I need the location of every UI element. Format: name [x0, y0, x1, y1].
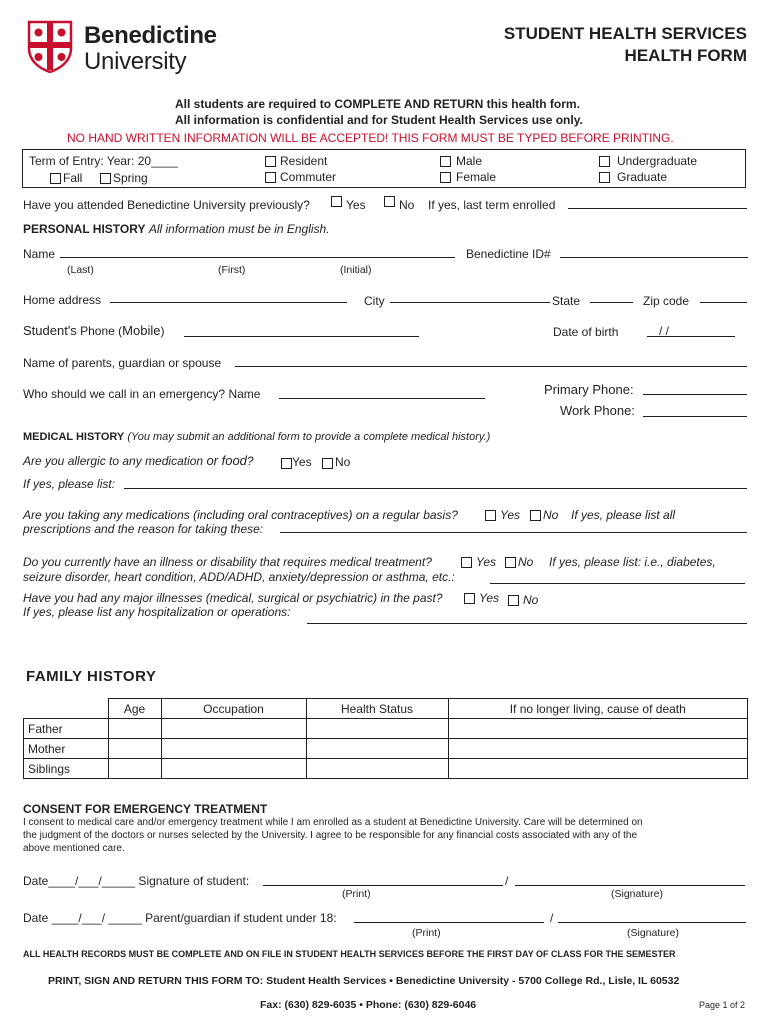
consent-line2: the judgment of the doctors or nurses selected by the University. I agree to be responsible for any financial costs associated with any of the [23, 830, 638, 841]
header-blank [24, 699, 109, 719]
return-address: PRINT, SIGN AND RETURN THIS FORM TO: Student Health Services • Benedictine University - 5700 College Rd., Lisle, IL 60532 [48, 975, 680, 987]
mother-cause-cell[interactable] [448, 739, 748, 759]
mother-age-cell[interactable] [108, 739, 161, 759]
logo-name-line1: Benedictine [84, 22, 217, 49]
parents-label: Name of parents, guardian or spouse [23, 356, 222, 370]
work-phone-label: Work Phone: [560, 403, 635, 418]
parent-print-field[interactable] [354, 922, 544, 923]
siblings-health-cell[interactable] [306, 759, 448, 779]
attended-no-label: No [399, 198, 415, 212]
parent-slash: / [550, 911, 554, 925]
siblings-cause-cell[interactable] [448, 759, 748, 779]
medical-history-title: MEDICAL HISTORY [23, 431, 125, 443]
shield-icon [27, 20, 73, 73]
phone-suffix: ) [160, 324, 165, 338]
city-field[interactable] [390, 302, 550, 303]
spring-label: Spring [113, 171, 148, 185]
page-number: Page 1 of 2 [698, 1000, 745, 1010]
term-of-entry-label: Term of Entry: Year: 20____ [29, 154, 178, 168]
benedictine-id-field[interactable] [560, 257, 748, 258]
last-term-field[interactable] [568, 208, 747, 209]
typed-warning: NO HAND WRITTEN INFORMATION WILL BE ACCEPTED! THIS FORM MUST BE TYPED BEFORE PRINTING. [67, 131, 674, 145]
consent-line3: above mentioned care. [23, 843, 125, 854]
spring-checkbox[interactable] [100, 173, 111, 184]
fall-checkbox[interactable] [50, 173, 61, 184]
illness-yes-checkbox[interactable] [461, 557, 472, 568]
student-phone-field[interactable] [184, 336, 419, 337]
siblings-occupation-cell[interactable] [161, 759, 306, 779]
personal-history-note: All information must be in English. [148, 222, 330, 236]
allergy-no-label: No [335, 455, 351, 469]
medications-no-label: No [543, 508, 559, 522]
consent-line1: I consent to medical care and/or emergency treatment while I am enrolled as a student at Benedictine University. Care will be determined on [23, 817, 643, 828]
illness-no-checkbox[interactable] [505, 557, 516, 568]
emergency-contact-field[interactable] [279, 398, 485, 399]
page-title-line2: HEALTH FORM [624, 46, 747, 65]
family-history-heading: FAMILY HISTORY [26, 668, 157, 685]
intro-line1: All students are required to COMPLETE AND RETURN this health form. [175, 97, 580, 111]
home-address-label: Home address [23, 293, 102, 307]
student-print-caption: (Print) [342, 888, 371, 900]
primary-phone-label: Primary Phone: [544, 382, 634, 397]
page-title-line1: STUDENT HEALTH SERVICES [503, 24, 747, 43]
header-health-status: Health Status [306, 699, 448, 719]
graduate-label: Graduate [617, 170, 668, 184]
table-row [24, 739, 748, 759]
mother-health-cell[interactable] [306, 739, 448, 759]
resident-checkbox[interactable] [265, 156, 276, 167]
date-of-birth-format: / / [659, 324, 670, 338]
state-field[interactable] [590, 302, 633, 303]
resident-label: Resident [280, 154, 328, 168]
allergy-list-label: If yes, please list: [23, 477, 116, 491]
medications-followup: If yes, please list all [571, 508, 676, 522]
father-health-cell[interactable] [306, 719, 448, 739]
male-label: Male [456, 154, 483, 168]
row-label-mother: Mother [24, 739, 109, 759]
student-date-signature-label: Date____/___/_____ Signature of student: [23, 874, 250, 888]
phone-mid: Phone ( [76, 324, 123, 338]
records-deadline-notice: ALL HEALTH RECORDS MUST BE COMPLETE AND ON FILE IN STUDENT HEALTH SERVICES BEFORE THE FIRST DAY OF CLASS FOR THE SEMESTER [23, 949, 676, 959]
fall-label: Fall [63, 171, 83, 185]
last-term-label: If yes, last term enrolled [428, 198, 556, 212]
header-age: Age [108, 699, 161, 719]
header-occupation: Occupation [161, 699, 306, 719]
allergy-question [23, 453, 254, 468]
emergency-contact-label: Who should we call in an emergency? Name [23, 387, 261, 401]
father-cause-cell[interactable] [448, 719, 748, 739]
initial-caption: (Initial) [340, 264, 372, 276]
home-address-field[interactable] [110, 302, 347, 303]
name-label: Name [23, 247, 56, 261]
parent-print-caption: (Print) [412, 927, 441, 939]
medications-list-field[interactable] [280, 532, 747, 533]
major-illness-yes-label: Yes [479, 591, 500, 605]
illness-yes-label: Yes [476, 555, 497, 569]
attended-yes-checkbox[interactable] [331, 196, 342, 207]
attended-no-checkbox[interactable] [384, 196, 395, 207]
intro-line2: All information is confidential and for Student Health Services use only. [175, 113, 583, 127]
family-history-table [23, 698, 748, 779]
consent-heading: CONSENT FOR EMERGENCY TREATMENT [23, 802, 268, 816]
state-label: State [552, 294, 581, 308]
zip-label: Zip code [643, 294, 690, 308]
attended-question: Have you attended Benedictine University previously? [23, 198, 310, 212]
table-header-row [24, 699, 748, 719]
personal-history-heading [23, 222, 330, 236]
female-label: Female [456, 170, 497, 184]
mother-occupation-cell[interactable] [161, 739, 306, 759]
first-name-caption: (First) [218, 264, 246, 276]
row-label-father: Father [24, 719, 109, 739]
zip-field[interactable] [700, 302, 747, 303]
father-age-cell[interactable] [108, 719, 161, 739]
header-cause-of-death: If no longer living, cause of death [448, 699, 748, 719]
illness-no-label: No [518, 555, 534, 569]
phone-mobile: Mobile [122, 323, 161, 338]
major-illness-no-label: No [523, 593, 539, 607]
student-signature-caption: (Signature) [611, 888, 663, 900]
undergraduate-label: Undergraduate [617, 154, 698, 168]
major-illness-no-checkbox[interactable] [508, 595, 519, 606]
graduate-checkbox[interactable] [599, 172, 610, 183]
allergy-yes-checkbox[interactable] [281, 458, 292, 469]
major-illness-list-field[interactable] [307, 623, 747, 624]
parent-signature-caption: (Signature) [627, 927, 679, 939]
allergy-yes-label: Yes [292, 455, 312, 469]
medications-yes-label: Yes [500, 508, 521, 522]
allergy-question-text: Are you allergic to any medication [23, 454, 204, 468]
benedictine-id-label: Benedictine ID# [466, 247, 551, 261]
date-of-birth-field[interactable] [647, 336, 735, 337]
attended-yes-label: Yes [346, 198, 366, 212]
father-occupation-cell[interactable] [161, 719, 306, 739]
major-illness-yes-checkbox[interactable] [464, 593, 475, 604]
last-name-caption: (Last) [67, 264, 94, 276]
student-print-field[interactable] [263, 885, 503, 886]
allergy-list-field[interactable] [124, 488, 747, 489]
logo-name-line2: University [84, 48, 187, 75]
date-of-birth-label: Date of birth [553, 325, 619, 339]
illness-line2: seizure disorder, heart condition, ADD/ADHD, anxiety/depression or asthma, etc.: [23, 570, 455, 584]
parents-field[interactable] [235, 366, 747, 367]
row-label-siblings: Siblings [24, 759, 109, 779]
primary-phone-field[interactable] [643, 394, 747, 395]
medications-question: Are you taking any medications (including oral contraceptives) on a regular basis? [23, 508, 458, 522]
major-illness-line2: If yes, please list any hospitalization or operations: [23, 605, 291, 619]
parent-date-signature-label: Date ____/___/ _____ Parent/guardian if student under 18: [23, 911, 337, 925]
table-row [24, 759, 748, 779]
allergy-food-text: or food [206, 453, 247, 468]
female-checkbox[interactable] [440, 172, 451, 183]
major-illness-question: Have you had any major illnesses (medical, surgical or psychiatric) in the past? [23, 591, 443, 605]
medications-no-checkbox[interactable] [530, 510, 541, 521]
medications-line2: prescriptions and the reason for taking these: [23, 522, 264, 536]
table-row [24, 719, 748, 739]
contact-numbers: Fax: (630) 829-6035 • Phone: (630) 829-6046 [260, 999, 477, 1011]
work-phone-field[interactable] [643, 416, 747, 417]
male-checkbox[interactable] [440, 156, 451, 167]
undergraduate-checkbox[interactable] [599, 156, 610, 167]
phone-prefix: Student's [23, 323, 77, 338]
parent-signature-field[interactable] [558, 922, 746, 923]
allergy-no-checkbox[interactable] [322, 458, 333, 469]
student-phone-label [23, 323, 164, 338]
medical-history-note: (You may submit an additional form to provide a complete medical history.) [127, 431, 491, 443]
medications-yes-checkbox[interactable] [485, 510, 496, 521]
city-label: City [364, 294, 385, 308]
illness-question: Do you currently have an illness or disability that requires medical treatment? [23, 555, 432, 569]
siblings-age-cell[interactable] [108, 759, 161, 779]
student-signature-field[interactable] [515, 885, 745, 886]
illness-followup: If yes, please list: i.e., diabetes, [549, 555, 716, 569]
illness-list-field[interactable] [490, 583, 745, 584]
commuter-label: Commuter [280, 170, 337, 184]
student-slash: / [505, 874, 509, 888]
name-field[interactable] [60, 257, 455, 258]
personal-history-title: PERSONAL HISTORY [23, 222, 146, 236]
medical-history-heading [23, 431, 490, 443]
allergy-question-end: ? [246, 454, 254, 468]
commuter-checkbox[interactable] [265, 172, 276, 183]
